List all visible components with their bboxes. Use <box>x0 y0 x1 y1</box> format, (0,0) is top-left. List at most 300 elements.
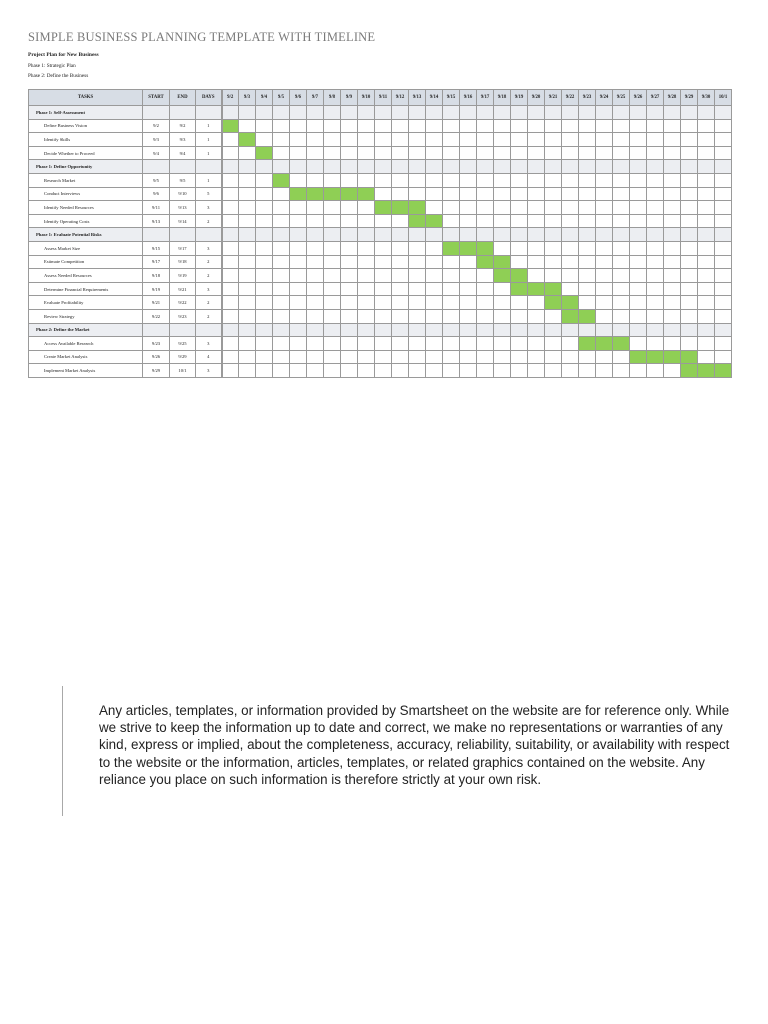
timeline-cell <box>647 337 664 351</box>
timeline-cell <box>528 350 545 364</box>
timeline-cell <box>256 309 273 323</box>
timeline-cell <box>443 201 460 215</box>
task-end <box>170 160 196 174</box>
timeline-cell <box>477 201 494 215</box>
timeline-cell <box>307 228 324 242</box>
timeline-bar-cell <box>562 296 579 310</box>
timeline-cell <box>409 119 426 133</box>
date-header: 9/16 <box>460 90 477 106</box>
task-end: 9/2 <box>170 119 196 133</box>
timeline-cell <box>477 309 494 323</box>
timeline-cell <box>222 241 239 255</box>
timeline-cell <box>562 146 579 160</box>
timeline-cell <box>511 106 528 120</box>
timeline-cell <box>426 255 443 269</box>
timeline-cell <box>630 269 647 283</box>
timeline-cell <box>443 269 460 283</box>
timeline-cell <box>222 187 239 201</box>
timeline-cell <box>681 146 698 160</box>
timeline-cell <box>579 119 596 133</box>
timeline-cell <box>273 160 290 174</box>
timeline-cell <box>528 173 545 187</box>
task-start: 9/15 <box>143 241 170 255</box>
phase-row <box>29 106 732 120</box>
timeline-cell <box>562 282 579 296</box>
timeline-bar-cell <box>545 282 562 296</box>
timeline-bar-cell <box>307 187 324 201</box>
timeline-cell <box>426 187 443 201</box>
timeline-cell <box>222 296 239 310</box>
timeline-cell <box>579 282 596 296</box>
timeline-cell <box>324 350 341 364</box>
timeline-cell <box>307 119 324 133</box>
task-days: 3 <box>196 282 222 296</box>
timeline-cell <box>392 309 409 323</box>
timeline-bar-cell <box>375 201 392 215</box>
task-row <box>29 201 732 215</box>
timeline-cell <box>562 228 579 242</box>
timeline-cell <box>341 282 358 296</box>
page-title: SIMPLE BUSINESS PLANNING TEMPLATE WITH TIMELINE <box>28 30 376 44</box>
timeline-cell <box>511 173 528 187</box>
timeline-cell <box>698 255 715 269</box>
timeline-cell <box>698 228 715 242</box>
timeline-cell <box>630 187 647 201</box>
timeline-cell <box>443 119 460 133</box>
timeline-cell <box>307 350 324 364</box>
timeline-cell <box>681 187 698 201</box>
timeline-cell <box>358 160 375 174</box>
date-header: 9/4 <box>256 90 273 106</box>
timeline-cell <box>273 296 290 310</box>
timeline-cell <box>460 269 477 283</box>
timeline-cell <box>681 309 698 323</box>
timeline-cell <box>256 255 273 269</box>
timeline-cell <box>698 241 715 255</box>
timeline-cell <box>307 173 324 187</box>
timeline-cell <box>409 146 426 160</box>
timeline-cell <box>443 146 460 160</box>
timeline-cell <box>409 241 426 255</box>
timeline-cell <box>239 282 256 296</box>
date-header: 9/23 <box>579 90 596 106</box>
timeline-cell <box>579 133 596 147</box>
timeline-bar-cell <box>341 187 358 201</box>
timeline-cell <box>256 241 273 255</box>
timeline-cell <box>494 364 511 378</box>
timeline-cell <box>324 269 341 283</box>
timeline-cell <box>324 296 341 310</box>
timeline-cell <box>477 119 494 133</box>
task-name: Identify Skills <box>29 133 143 147</box>
timeline-cell <box>307 337 324 351</box>
timeline-cell <box>375 296 392 310</box>
timeline-cell <box>239 364 256 378</box>
timeline-cell <box>222 106 239 120</box>
timeline-cell <box>528 146 545 160</box>
date-header: 9/18 <box>494 90 511 106</box>
timeline-cell <box>341 119 358 133</box>
timeline-cell <box>392 255 409 269</box>
timeline-cell <box>375 241 392 255</box>
date-header: 9/21 <box>545 90 562 106</box>
phase-name: Phase 1: Self-Assessment <box>29 106 143 120</box>
timeline-cell <box>596 255 613 269</box>
timeline-cell <box>630 337 647 351</box>
timeline-cell <box>715 296 732 310</box>
timeline-cell <box>256 214 273 228</box>
date-header: 9/12 <box>392 90 409 106</box>
timeline-cell <box>579 187 596 201</box>
timeline-bar-cell <box>681 350 698 364</box>
timeline-cell <box>647 201 664 215</box>
task-end: 9/21 <box>170 282 196 296</box>
timeline-cell <box>630 323 647 337</box>
date-header: 9/20 <box>528 90 545 106</box>
timeline-cell <box>494 160 511 174</box>
timeline-cell <box>664 296 681 310</box>
task-days: 3 <box>196 201 222 215</box>
timeline-cell <box>630 201 647 215</box>
timeline-cell <box>358 364 375 378</box>
timeline-cell <box>460 146 477 160</box>
timeline-cell <box>647 296 664 310</box>
timeline-cell <box>698 350 715 364</box>
timeline-cell <box>511 160 528 174</box>
timeline-cell <box>545 106 562 120</box>
timeline-cell <box>273 228 290 242</box>
timeline-cell <box>681 228 698 242</box>
timeline-cell <box>290 214 307 228</box>
timeline-cell <box>307 241 324 255</box>
timeline-cell <box>664 106 681 120</box>
timeline-cell <box>494 133 511 147</box>
timeline-cell <box>290 133 307 147</box>
task-days: 2 <box>196 296 222 310</box>
timeline-cell <box>460 228 477 242</box>
timeline-cell <box>579 241 596 255</box>
timeline-cell <box>613 106 630 120</box>
timeline-cell <box>392 173 409 187</box>
timeline-cell <box>443 187 460 201</box>
timeline-cell <box>698 309 715 323</box>
timeline-cell <box>698 146 715 160</box>
timeline-cell <box>528 214 545 228</box>
date-header: 9/3 <box>239 90 256 106</box>
task-end: 9/14 <box>170 214 196 228</box>
timeline-cell <box>239 173 256 187</box>
timeline-cell <box>426 269 443 283</box>
timeline-cell <box>511 228 528 242</box>
task-start <box>143 323 170 337</box>
date-header: 9/10 <box>358 90 375 106</box>
timeline-cell <box>341 364 358 378</box>
task-days: 2 <box>196 269 222 283</box>
timeline-cell <box>358 201 375 215</box>
timeline-cell <box>579 323 596 337</box>
task-row <box>29 241 732 255</box>
timeline-cell <box>256 323 273 337</box>
timeline-cell <box>358 214 375 228</box>
timeline-cell <box>239 201 256 215</box>
timeline-cell <box>460 282 477 296</box>
date-header: 9/19 <box>511 90 528 106</box>
task-days <box>196 228 222 242</box>
timeline-cell <box>392 269 409 283</box>
timeline-cell <box>290 201 307 215</box>
timeline-cell <box>664 309 681 323</box>
phase-row <box>29 228 732 242</box>
timeline-cell <box>579 350 596 364</box>
col-header-days: DAYS <box>196 90 222 106</box>
timeline-cell <box>341 323 358 337</box>
timeline-cell <box>443 173 460 187</box>
timeline-cell <box>392 214 409 228</box>
timeline-cell <box>715 146 732 160</box>
timeline-cell <box>664 323 681 337</box>
task-end: 9/13 <box>170 201 196 215</box>
task-end: 9/19 <box>170 269 196 283</box>
timeline-cell <box>375 106 392 120</box>
timeline-cell <box>477 160 494 174</box>
timeline-cell <box>443 323 460 337</box>
timeline-cell <box>375 350 392 364</box>
timeline-cell <box>341 173 358 187</box>
timeline-cell <box>460 214 477 228</box>
timeline-cell <box>341 241 358 255</box>
timeline-cell <box>664 187 681 201</box>
timeline-cell <box>562 106 579 120</box>
timeline-cell <box>324 337 341 351</box>
timeline-cell <box>562 214 579 228</box>
timeline-cell <box>392 133 409 147</box>
task-start: 9/11 <box>143 201 170 215</box>
timeline-cell <box>596 269 613 283</box>
timeline-cell <box>375 269 392 283</box>
timeline-cell <box>715 133 732 147</box>
timeline-cell <box>358 269 375 283</box>
timeline-cell <box>630 364 647 378</box>
timeline-cell <box>256 119 273 133</box>
timeline-cell <box>307 201 324 215</box>
timeline-cell <box>392 323 409 337</box>
timeline-cell <box>426 228 443 242</box>
task-days: 2 <box>196 214 222 228</box>
timeline-cell <box>664 228 681 242</box>
task-days <box>196 106 222 120</box>
timeline-cell <box>494 187 511 201</box>
timeline-cell <box>647 173 664 187</box>
timeline-cell <box>715 337 732 351</box>
timeline-bar-cell <box>664 350 681 364</box>
timeline-cell <box>307 133 324 147</box>
timeline-cell <box>239 309 256 323</box>
timeline-cell <box>511 241 528 255</box>
task-row <box>29 146 732 160</box>
timeline-cell <box>613 323 630 337</box>
timeline-cell <box>698 269 715 283</box>
task-row <box>29 173 732 187</box>
timeline-cell <box>562 364 579 378</box>
task-name: Estimate Competition <box>29 255 143 269</box>
timeline-cell <box>341 133 358 147</box>
timeline-cell <box>358 296 375 310</box>
timeline-cell <box>664 133 681 147</box>
timeline-cell <box>511 146 528 160</box>
timeline-cell <box>392 337 409 351</box>
timeline-cell <box>664 146 681 160</box>
timeline-cell <box>613 296 630 310</box>
timeline-cell <box>256 160 273 174</box>
timeline-cell <box>477 296 494 310</box>
timeline-bar-cell <box>579 337 596 351</box>
timeline-bar-cell <box>273 173 290 187</box>
table-header-row <box>29 90 732 106</box>
timeline-cell <box>307 296 324 310</box>
task-start: 9/26 <box>143 350 170 364</box>
col-header-end: END <box>170 90 196 106</box>
task-row <box>29 296 732 310</box>
timeline-cell <box>426 201 443 215</box>
timeline-cell <box>222 255 239 269</box>
timeline-cell <box>562 337 579 351</box>
timeline-cell <box>358 173 375 187</box>
timeline-cell <box>222 133 239 147</box>
task-name: Evaluate Profitability <box>29 296 143 310</box>
timeline-cell <box>341 296 358 310</box>
timeline-cell <box>273 337 290 351</box>
date-header: 9/8 <box>324 90 341 106</box>
timeline-cell <box>698 187 715 201</box>
timeline-bar-cell <box>358 187 375 201</box>
task-end: 9/29 <box>170 350 196 364</box>
timeline-cell <box>528 255 545 269</box>
timeline-cell <box>290 282 307 296</box>
timeline-cell <box>239 350 256 364</box>
timeline-cell <box>698 337 715 351</box>
timeline-cell <box>613 214 630 228</box>
timeline-cell <box>545 119 562 133</box>
timeline-cell <box>290 323 307 337</box>
timeline-cell <box>681 323 698 337</box>
timeline-cell <box>477 187 494 201</box>
timeline-cell <box>664 337 681 351</box>
timeline-cell <box>409 269 426 283</box>
timeline-cell <box>307 282 324 296</box>
timeline-cell <box>511 255 528 269</box>
phase-row <box>29 323 732 337</box>
timeline-cell <box>256 173 273 187</box>
date-header: 9/6 <box>290 90 307 106</box>
timeline-cell <box>630 255 647 269</box>
timeline-cell <box>341 201 358 215</box>
date-header: 9/30 <box>698 90 715 106</box>
timeline-cell <box>545 255 562 269</box>
timeline-cell <box>579 106 596 120</box>
task-start <box>143 228 170 242</box>
timeline-bar-cell <box>630 350 647 364</box>
timeline-cell <box>324 146 341 160</box>
timeline-cell <box>647 106 664 120</box>
timeline-cell <box>375 323 392 337</box>
timeline-cell <box>443 255 460 269</box>
timeline-cell <box>528 337 545 351</box>
timeline-cell <box>256 350 273 364</box>
timeline-cell <box>647 214 664 228</box>
task-start: 9/29 <box>143 364 170 378</box>
timeline-cell <box>290 119 307 133</box>
timeline-cell <box>358 133 375 147</box>
task-name: Assess Needed Resources <box>29 269 143 283</box>
timeline-cell <box>324 214 341 228</box>
timeline-cell <box>409 337 426 351</box>
timeline-cell <box>256 228 273 242</box>
timeline-cell <box>222 214 239 228</box>
timeline-cell <box>477 214 494 228</box>
timeline-cell <box>715 323 732 337</box>
task-start: 9/5 <box>143 173 170 187</box>
task-name: Identify Operating Costs <box>29 214 143 228</box>
timeline-bar-cell <box>409 201 426 215</box>
task-days: 5 <box>196 187 222 201</box>
timeline-cell <box>579 296 596 310</box>
phase-note-1: Phase 1: Strategic Plan <box>28 63 76 69</box>
timeline-cell <box>664 201 681 215</box>
timeline-cell <box>562 323 579 337</box>
timeline-cell <box>715 106 732 120</box>
timeline-cell <box>375 119 392 133</box>
timeline-cell <box>613 146 630 160</box>
date-header: 10/1 <box>715 90 732 106</box>
timeline-cell <box>375 364 392 378</box>
timeline-cell <box>290 269 307 283</box>
timeline-cell <box>562 173 579 187</box>
timeline-cell <box>596 173 613 187</box>
timeline-cell <box>239 187 256 201</box>
timeline-cell <box>222 269 239 283</box>
timeline-cell <box>528 106 545 120</box>
timeline-cell <box>375 214 392 228</box>
timeline-cell <box>681 106 698 120</box>
task-name: Identify Needed Resources <box>29 201 143 215</box>
timeline-cell <box>647 228 664 242</box>
timeline-cell <box>596 296 613 310</box>
timeline-cell <box>324 119 341 133</box>
timeline-cell <box>256 337 273 351</box>
timeline-cell <box>596 160 613 174</box>
timeline-bar-cell <box>647 350 664 364</box>
phase-name: Phase 1: Define Opportunity <box>29 160 143 174</box>
timeline-cell <box>613 350 630 364</box>
timeline-cell <box>290 364 307 378</box>
timeline-bar-cell <box>324 187 341 201</box>
timeline-cell <box>239 160 256 174</box>
task-name: Conduct Interviews <box>29 187 143 201</box>
timeline-cell <box>477 133 494 147</box>
timeline-cell <box>273 201 290 215</box>
timeline-cell <box>630 119 647 133</box>
disclaimer-box <box>62 686 743 816</box>
timeline-bar-cell <box>443 241 460 255</box>
timeline-cell <box>307 269 324 283</box>
timeline-cell <box>392 160 409 174</box>
timeline-cell <box>715 173 732 187</box>
timeline-cell <box>239 337 256 351</box>
timeline-cell <box>392 106 409 120</box>
timeline-cell <box>545 350 562 364</box>
timeline-cell <box>273 119 290 133</box>
timeline-cell <box>613 201 630 215</box>
